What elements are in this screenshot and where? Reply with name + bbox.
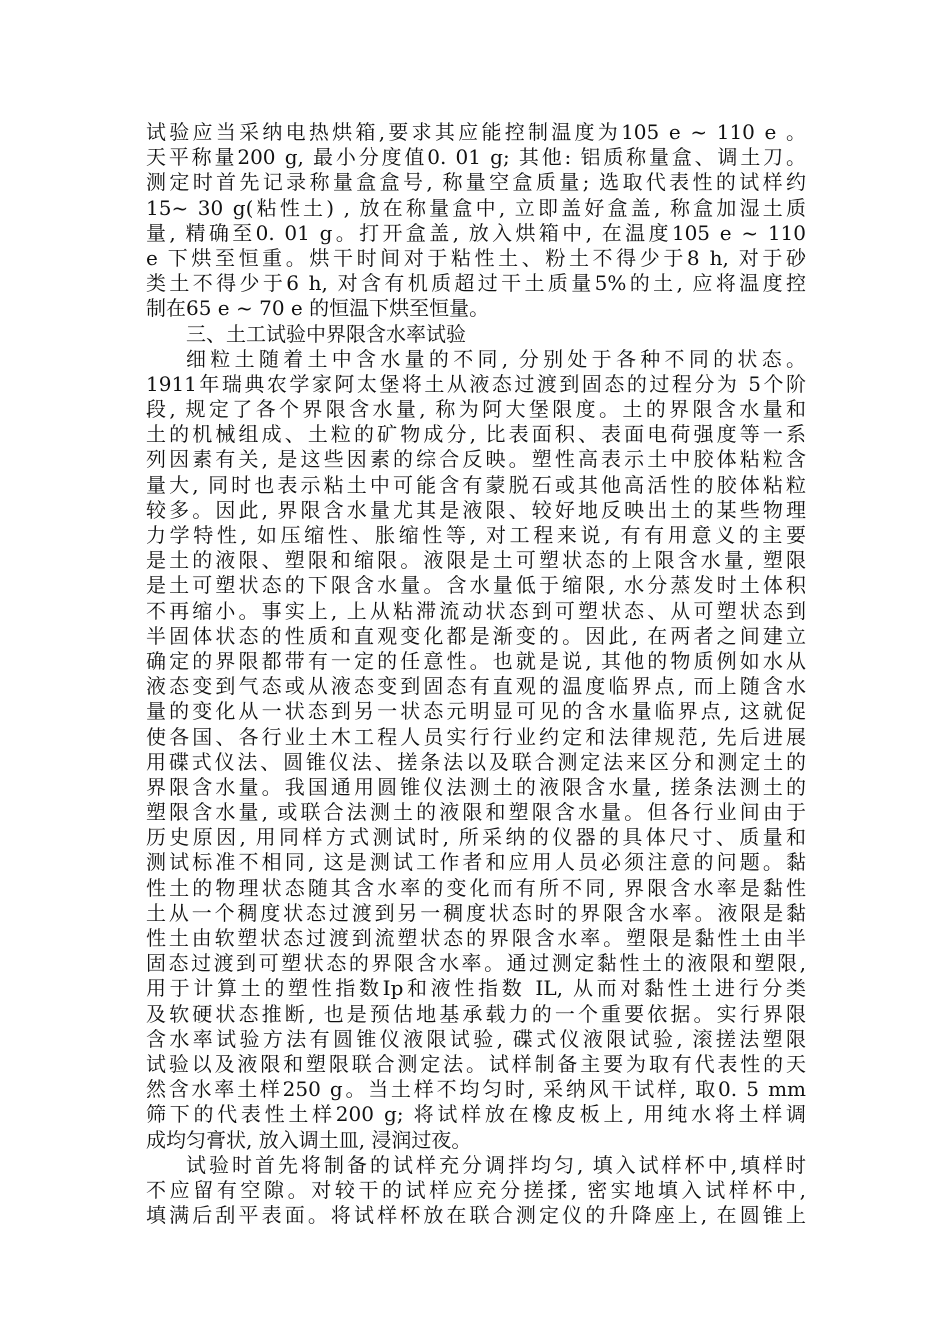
text-line: 及软硬状态推断, 也是预估地基承载力的一个重要依据。实行界限 [146, 1001, 806, 1026]
text-line: 制在65 e ~ 70 e 的恒温下烘至恒量。 [146, 296, 490, 321]
text-line: 用碟式仪法、圆锥仪法、搓条法以及联合测定法来区分和测定土的 [146, 749, 806, 774]
text-line: 历史原因, 用同样方式测试时, 所采纳的仪器的具体尺寸、质量和 [146, 825, 806, 850]
text-line: 界限含水量。我国通用圆锥仪法测土的液限含水量, 搓条法测土的 [146, 774, 806, 799]
text-line: 不应留有空隙。对较干的试样应充分搓揉, 密实地填入试样杯中, [146, 1177, 806, 1202]
text-line: 试验应当采纳电热烘箱,要求其应能控制温度为105 e ~ 110 e 。 [146, 120, 806, 144]
text-line: 试验时首先将制备的试样充分调拌均匀, 填入试样杯中,填样时 [186, 1152, 806, 1177]
text-line: 性土的物理状态随其含水率的变化而有所不同, 界限含水率是黏性 [146, 875, 806, 900]
text-line: 三、土工试验中界限含水率试验 [186, 321, 466, 346]
text-line: 固态过渡到可塑状态的界限含水率。通过测定黏性土的液限和塑限, [146, 951, 806, 976]
text-line: 1911年瑞典农学家阿太堡将土从液态过渡到固态的过程分为 5个阶 [146, 371, 806, 396]
text-line: 力学特性, 如压缩性、胀缩性等, 对工程来说, 有有用意义的主要 [146, 523, 806, 547]
text-line: 用于计算土的塑性指数Ip和液性指数 IL, 从而对黏性土进行分类 [146, 976, 806, 1001]
text-line: 试验以及液限和塑限联合测定法。试样制备主要为取有代表性的天 [146, 1051, 806, 1076]
text-line: 测定时首先记录称量盒盒号, 称量空盒质量; 选取代表性的试样约 [146, 170, 806, 195]
text-line: 性土由软塑状态过渡到流塑状态的界限含水率。塑限是黏性土由半 [146, 926, 806, 950]
text-line: 量大, 同时也表示粘土中可能含有蒙脱石或其他高活性的胶体粘粒 [146, 472, 806, 497]
text-line: 半固体状态的性质和直观变化都是渐变的。因此, 在两者之间建立 [146, 623, 806, 648]
text-line: 是土的液限、塑限和缩限。液限是土可塑状态的上限含水量, 塑限 [146, 548, 806, 573]
text-line: 天平称量200 g, 最小分度值0. 01 g; 其他: 铝质称量盒、调土刀。 [146, 145, 806, 170]
text-line: 使各国、各行业土木工程人员实行行业约定和法律规范, 先后进展 [146, 724, 806, 749]
text-line: 然含水率土样250 g。当土样不均匀时, 采纳风干试样, 取0. 5 mm [146, 1077, 806, 1102]
text-line: 15~ 30 g(粘性土) , 放在称量盒中, 立即盖好盒盖, 称盒加湿土质 [146, 195, 806, 220]
text-line: 测试标准不相同, 这是测试工作者和应用人员必须注意的问题。黏 [146, 850, 806, 875]
text-line: 段, 规定了各个界限含水量, 称为阿大堡限度。土的界限含水量和 [146, 397, 806, 422]
text-line: 液态变到气态或从液态变到固态有直观的温度临界点, 而上随含水 [146, 674, 806, 699]
text-line: 较多。因此, 界限含水量尤其是液限、较好地反映出土的某些物理 [146, 497, 806, 522]
text-line: 是土可塑状态的下限含水量。含水量低于缩限, 水分蒸发时土体积 [146, 573, 806, 598]
text-line: 确定的界限都带有一定的任意性。也就是说, 其他的物质例如水从 [146, 648, 806, 673]
text-line: 土的机械组成、土粒的矿物成分, 比表面积、表面电荷强度等一系 [146, 422, 806, 447]
text-line: 含水率试验方法有圆锥仪液限试验, 碟式仪液限试验, 滚搓法塑限 [146, 1026, 806, 1051]
text-line: 塑限含水量, 或联合法测土的液限和塑限含水量。但各行业间由于 [146, 800, 806, 825]
text-line: 筛下的代表性土样200 g; 将试样放在橡皮板上, 用纯水将土样调 [146, 1102, 806, 1127]
text-line: 成均匀膏状, 放入调土皿, 浸润过夜。 [146, 1127, 472, 1152]
text-line: 填满后刮平表面。将试样杯放在联合测定仪的升降座上, 在圆锥上 [146, 1203, 806, 1228]
text-line: 列因素有关, 是这些因素的综合反映。塑性高表示土中胶体粘粒含 [146, 447, 806, 472]
text-line: 量, 精确至0. 01 g。打开盒盖, 放入烘箱中, 在温度105 e ~ 110 [146, 220, 806, 245]
text-line: 量的变化从一状态到另一状态元明显可见的含水量临界点, 这就促 [146, 699, 806, 724]
text-line: 类土不得少于6 h, 对含有机质超过干土质量5%的土, 应将温度控 [146, 271, 806, 296]
document-page [146, 120, 806, 1228]
text-line: e 下烘至恒重。烘干时间对于粘性土、粉土不得少于8 h, 对于砂 [146, 245, 806, 270]
text-line: 土从一个稠度状态过渡到另一稠度状态时的界限含水率。液限是黏 [146, 900, 806, 925]
text-line: 细粒土随着土中含水量的不同, 分别处于各种不同的状态。 [186, 346, 806, 371]
text-line: 不再缩小。事实上, 上从粘滞流动状态到可塑状态、从可塑状态到 [146, 598, 806, 623]
